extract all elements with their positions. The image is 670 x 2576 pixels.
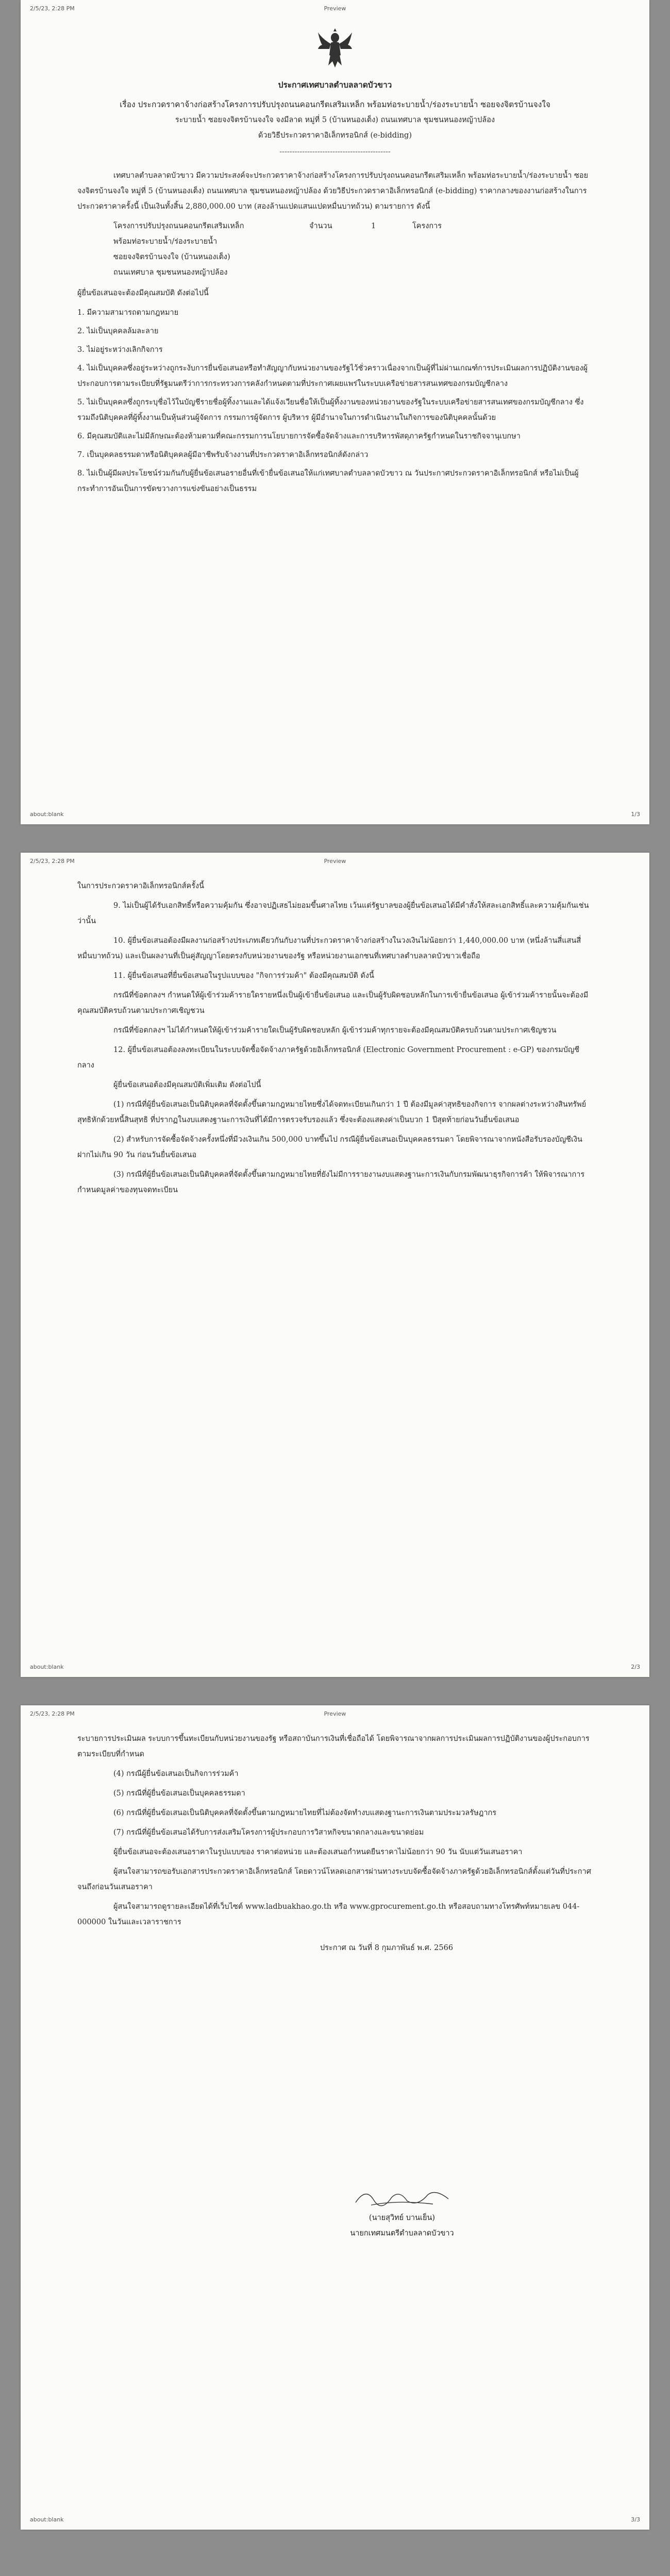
paragraph: (6) กรณีที่ผู้ยื่นข้อเสนอเป็นนิติบุคคลที่จัดตั้งขึ้นตามกฎหมายไทยที่ไม่ต้องจัดทำงบแสดงฐานะการเงินตามประมวลรัษฎากร bbox=[113, 1809, 497, 1817]
print-footer bbox=[30, 2516, 640, 2524]
footer-page-number: 3/3 bbox=[631, 2516, 640, 2523]
paragraph: (4) กรณีผู้ยื่นข้อเสนอเป็นกิจการร่วมค้า bbox=[113, 1770, 239, 1778]
qualification-item: 3. ไม่อยู่ระหว่างเลิกกิจการ bbox=[77, 346, 163, 354]
qualification-item: 2. ไม่เป็นบุคคลล้มละลาย bbox=[77, 327, 159, 335]
print-header bbox=[30, 858, 640, 866]
paragraph: 9. ไม่เป็นผู้ได้รับเอกสิทธิ์หรือความคุ้มกัน ซึ่งอาจปฏิเสธไม่ยอมขึ้นศาลไทย เว้นแต่รัฐบาลของผู้ยื่นข้อเสนอได้มีคำสั่งให้สละเอกสิทธิ์และความคุ้มกันเช่นว่านั้น bbox=[77, 902, 589, 925]
print-header bbox=[30, 5, 640, 13]
qualification-item: 1. มีความสามารถตามกฎหมาย bbox=[77, 309, 179, 317]
footer-page-number: 2/3 bbox=[631, 1664, 640, 1670]
announcement-body-1 bbox=[77, 77, 593, 500]
garuda-emblem-icon bbox=[317, 28, 353, 70]
document-page-3 bbox=[21, 1705, 649, 2530]
paragraph: ผู้สนใจสามารถดูรายละเอียดได้ที่เว็บไซต์ www.ladbuakhao.go.th หรือ www.gprocurement.go.th หรือสอบถามทางโทรศัพท์หมายเลข 044-000000 ในวันและเวลาราชการ bbox=[77, 1903, 580, 1926]
print-timestamp: 2/5/23, 2:28 PM bbox=[30, 858, 75, 865]
paragraph: 10. ผู้ยื่นข้อเสนอต้องมีผลงานก่อสร้างประเภทเดียวกันกับงานที่ประกวดราคาจ้างก่อสร้างในวงเงินไม่น้อยกว่า 1,440,000.00 บาท (หนึ่งล้านสี่แสนสี่หมื่นบาทถ้วน) และเป็นผลงานที่เป็นคู่สัญญาโดยตรงกับหน่วยงานของรัฐ หรือหน่วยงานเอกชนที่เทศบาลตำบลลาดบัวขาวเชื่อถือ bbox=[77, 937, 581, 960]
paragraph: ในการประกวดราคาอิเล็กทรอนิกส์ครั้งนี้ bbox=[77, 882, 204, 890]
paragraph: 12. ผู้ยื่นข้อเสนอต้องลงทะเบียนในระบบจัดซื้อจัดจ้างภาครัฐด้วยอิเล็กทรอนิกส์ (Electronic Government Procurement : e-GP) ของกรมบัญชีกลาง bbox=[77, 1046, 580, 1070]
paragraph: (5) กรณีที่ผู้ยื่นข้อเสนอเป็นบุคคลธรรมดา bbox=[113, 1789, 245, 1798]
footer-url: about:blank bbox=[30, 1664, 64, 1670]
signer-title: นายกเทศมนตรีตำบลลาดบัวขาว bbox=[350, 2229, 454, 2238]
qualification-item: 8. ไม่เป็นผู้มีผลประโยชน์ร่วมกันกับผู้ยื่นข้อเสนอรายอื่นที่เข้ายื่นข้อเสนอให้แก่เทศบาลตำบลลาดบัวขาว ณ วันประกาศประกวดราคาอิเล็กทรอนิกส์ หรือไม่เป็นผู้กระทำการอันเป็นการขัดขวางการแข่งขันอย่างเป็นธรรม bbox=[77, 469, 579, 493]
qualification-item: 6. มีคุณสมบัติและไม่มีลักษณะต้องห้ามตามที่คณะกรรมการนโยบายการจัดซื้อจัดจ้างและการบริหารพัสดุภาครัฐกำหนดในราชกิจจานุเบกษา bbox=[77, 432, 521, 440]
print-header bbox=[30, 1710, 640, 1719]
print-timestamp: 2/5/23, 2:28 PM bbox=[30, 1710, 75, 1717]
paragraph: กรณีที่ข้อตกลงฯ กำหนดให้ผู้เข้าร่วมค้ารายใดรายหนึ่งเป็นผู้เข้ายื่นข้อเสนอ และเป็นผู้รับผิดชอบหลักในการเข้ายื่นข้อเสนอ ผู้เข้าร่วมค้ารายนั้นจะต้องมีคุณสมบัติครบถ้วนตามประกาศเชิญชวน bbox=[77, 991, 589, 1015]
project-item-line-4: ถนนเทศบาล ชุมชนหนองหญ้าปล้อง bbox=[113, 268, 228, 277]
print-preview-label: Preview bbox=[324, 858, 346, 865]
signature-scribble-icon bbox=[350, 2184, 454, 2210]
paragraph: (1) กรณีที่ผู้ยื่นข้อเสนอเป็นนิติบุคคลที่จัดตั้งขึ้นตามกฎหมายไทยซึ่งได้จดทะเบียนเกินกว่า 1 ปี ต้องมีมูลค่าสุทธิของกิจการ จากผลต่างระหว่างสินทรัพย์สุทธิหักด้วยหนี้สินสุทธิ ที่ปรากฏในงบแสดงฐานะการเงินที่ได้มีการตรวจรับรองแล้ว ซึ่งจะต้องแสดงค่าเป็นบวก 1 ปีสุดท้ายก่อนวันยื่นข้อเสนอ bbox=[77, 1100, 587, 1124]
print-footer bbox=[30, 811, 640, 819]
project-item-name bbox=[113, 218, 309, 280]
footer-url: about:blank bbox=[30, 2516, 64, 2523]
subject-line-2: ระบายน้ำ ซอยจงจิตรบ้านจงใจ จงมีลาด หมู่ที่ 5 (บ้านหนองเต็ง) ถนนเทศบาล ชุมชนหนองหญ้าปล้อง bbox=[175, 116, 495, 124]
paragraph: ผู้ยื่นข้อเสนอจะต้องเสนอราคาในรูปแบบของ ราคาต่อหน่วย และต้องเสนอกำหนดยืนราคาไม่น้อยกว่า 90 วัน นับแต่วันเสนอราคา bbox=[113, 1848, 523, 1856]
announcement-body-2 bbox=[77, 878, 593, 1202]
print-timestamp: 2/5/23, 2:28 PM bbox=[30, 5, 75, 12]
qualification-item: 4. ไม่เป็นบุคคลซึ่งอยู่ระหว่างถูกระงับการยื่นข้อเสนอหรือทำสัญญากับหน่วยงานของรัฐไว้ชั่วคราวเนื่องจากเป็นผู้ที่ไม่ผ่านเกณฑ์การประเมินผลการปฏิบัติงานของผู้ประกอบการตามระเบียบที่รัฐมนตรีว่าการกระทรวงการคลังกำหนดตามที่ประกาศเผยแพร่ในระบบเครือข่ายสารสนเทศของกรมบัญชีกลาง bbox=[77, 364, 588, 388]
project-item-qty-label: จำนวน bbox=[309, 222, 332, 230]
paragraph: ระบายการประเมินผล ระบบการขึ้นทะเบียนกับหน่วยงานของรัฐ หรือสถาบันการเงินที่เชื่อถือได้ โดยพิจารณาจากผลการประเมินผลการปฏิบัติงานของผู้ประกอบการตามระเบียบที่กำหนด bbox=[77, 1735, 590, 1758]
announce-date: ประกาศ ณ วันที่ 8 กุมภาพันธ์ พ.ศ. 2566 bbox=[320, 1944, 454, 1952]
footer-page-number: 1/3 bbox=[631, 811, 640, 818]
paragraph: ผู้สนใจสามารถขอรับเอกสารประกวดราคาอิเล็กทรอนิกส์ โดยดาวน์โหลดเอกสารผ่านทางระบบจัดซื้อจัดจ้างภาครัฐด้วยอิเล็กทรอนิกส์ตั้งแต่วันที่ประกาศจนถึงก่อนวันเสนอราคา bbox=[77, 1868, 591, 1891]
project-item-unit: โครงการ bbox=[412, 222, 442, 230]
paragraph: กรณีที่ข้อตกลงฯ ไม่ได้กำหนดให้ผู้เข้าร่วมค้ารายใดเป็นผู้รับผิดชอบหลัก ผู้เข้าร่วมค้าทุกรายจะต้องมีคุณสมบัติครบถ้วนตามประกาศเชิญชวน bbox=[113, 1026, 557, 1035]
project-item-row bbox=[77, 218, 593, 280]
announcement-org: ประกาศเทศบาลตำบลลาดบัวขาว bbox=[278, 80, 392, 90]
document-page-2 bbox=[21, 853, 649, 1677]
print-footer bbox=[30, 1664, 640, 1672]
qualifications-heading: ผู้ยื่นข้อเสนอจะต้องมีคุณสมบัติ ดังต่อไปนี้ bbox=[77, 289, 209, 297]
subject-line-1: เรื่อง ประกวดราคาจ้างก่อสร้างโครงการปรับปรุงถนนคอนกรีตเสริมเหล็ก พร้อมท่อระบายน้ำ/ร่องระบายน้ำ ซอยจงจิตรบ้านจงใจ bbox=[120, 100, 550, 109]
print-preview-label: Preview bbox=[324, 5, 346, 12]
project-item-qty: 1 bbox=[371, 222, 376, 230]
project-item-line-1: โครงการปรับปรุงถนนคอนกรีตเสริมเหล็ก bbox=[113, 222, 244, 230]
divider-rule: -------------------------------------------- bbox=[279, 148, 391, 156]
subject-line-3: ด้วยวิธีประกวดราคาอิเล็กทรอนิกส์ (e-bidding) bbox=[258, 131, 412, 140]
document-page-1 bbox=[21, 0, 649, 824]
project-item-line-2: พร้อมท่อระบายน้ำ/ร่องระบายน้ำ bbox=[113, 238, 217, 246]
print-preview-label: Preview bbox=[324, 1710, 346, 1717]
qualifications-list bbox=[77, 305, 593, 497]
intro-paragraph: เทศบาลตำบลลาดบัวขาว มีความประสงค์จะประกวดราคาจ้างก่อสร้างโครงการปรับปรุงถนนคอนกรีตเสริมเหล็ก พร้อมท่อระบายน้ำ/ร่องระบายน้ำ ซอยจงจิตรบ้านจงใจ หมู่ที่ 5 (บ้านหนองเต็ง) ถนนเทศบาล ชุมชนหนองหญ้าปล้อง ด้วยวิธีประกวดราคาอิเล็กทรอนิกส์ (e-bidding) ราคากลางของงานก่อสร้างในการประกวดราคาครั้งนี้ เป็นเงินทั้งสิ้น 2,880,000.00 บาท (สองล้านแปดแสนแปดหมื่นบาทถ้วน) ตามรายการ ดังนี้ bbox=[77, 172, 589, 211]
announcement-body-3 bbox=[77, 1731, 593, 1960]
signature-block bbox=[309, 2184, 495, 2241]
footer-url: about:blank bbox=[30, 811, 64, 818]
signer-name: (นายสุวิทย์ บานเย็น) bbox=[368, 2214, 435, 2222]
paragraph: ผู้ยื่นข้อเสนอต้องมีคุณสมบัติเพิ่มเติม ดังต่อไปนี้ bbox=[113, 1081, 261, 1089]
project-item-line-3: ซอยจงจิตรบ้านจงใจ (บ้านหนองเต็ง) bbox=[113, 253, 230, 261]
qualification-item: 7. เป็นบุคคลธรรมดาหรือนิติบุคคลผู้มีอาชีพรับจ้างงานที่ประกวดราคาอิเล็กทรอนิกส์ดังกล่าว bbox=[77, 451, 368, 459]
paragraph: (3) กรณีที่ผู้ยื่นข้อเสนอเป็นนิติบุคคลที่จัดตั้งขึ้นตามกฎหมายไทยที่ยังไม่มีการรายงานงบแสดงฐานะการเงินกับกรมพัฒนาธุรกิจการค้า ให้พิจารณาการกำหนดมูลค่าของทุนจดทะเบียน bbox=[77, 1171, 585, 1194]
qualification-item: 5. ไม่เป็นบุคคลซึ่งถูกระบุชื่อไว้ในบัญชีรายชื่อผู้ทิ้งงานและได้แจ้งเวียนชื่อให้เป็นผู้ทิ้งงานของหน่วยงานของรัฐในระบบเครือข่ายสารสนเทศของกรมบัญชีกลาง ซึ่งรวมถึงนิติบุคคลที่ผู้ทิ้งงานเป็นหุ้นส่วนผู้จัดการ กรรมการผู้จัดการ ผู้บริหาร ผู้มีอำนาจในการดำเนินงานในกิจการของนิติบุคคลนั้นด้วย bbox=[77, 398, 584, 422]
paragraph: (7) กรณีที่ผู้ยื่นข้อเสนอได้รับการส่งเสริมโครงการผู้ประกอบการวิสาหกิจขนาดกลางและขนาดย่อม bbox=[113, 1828, 424, 1837]
paragraph: (2) สำหรับการจัดซื้อจัดจ้างครั้งหนึ่งที่มีวงเงินเกิน 500,000 บาทขึ้นไป กรณีผู้ยื่นข้อเสนอเป็นบุคคลธรรมดา โดยพิจารณาจากหนังสือรับรองบัญชีเงินฝากไม่เกิน 90 วัน ก่อนวันยื่นข้อเสนอ bbox=[77, 1136, 582, 1159]
paragraph: 11. ผู้ยื่นข้อเสนอที่ยื่นข้อเสนอในรูปแบบของ "กิจการร่วมค้า" ต้องมีคุณสมบัติ ดังนี้ bbox=[113, 972, 374, 980]
